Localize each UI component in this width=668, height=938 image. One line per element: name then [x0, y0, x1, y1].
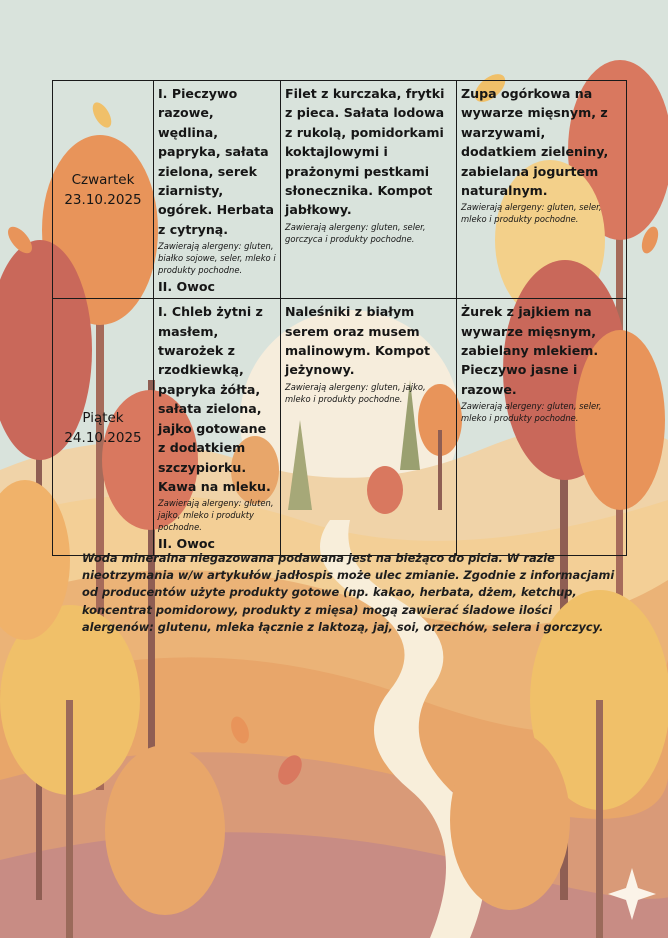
lunch-allergens: Zawierają alergeny: gluten, jajko, mleko i produkty pochodne. — [285, 381, 426, 404]
menu-table — [52, 80, 627, 556]
allergen-note: Woda mineralna niegazowana podawana jest na bieżąco do picia. W razie nieotrzymania w/w artykułów jadłospis może ulec zmianie. Zgodnie z informacjami od producentów użyte produkty gotowe (np. kakao, herbata, dżem, ketchup, koncentrat pomidorowy, produkty z mięsa) mogą zawierać śladowe ilości alergenów: glutenu, mleka łącznie z laktozą, jaj, soi, orzechów, selera i gorczycy. — [82, 551, 615, 634]
lunch-text: Filet z kurczaka, frytki z pieca. Sałata lodowa z rukolą, pomidorkami koktajlowymi i prażonymi pestkami słonecznika. Kompot jabłkowy. — [285, 86, 445, 218]
day-name: Piątek — [82, 409, 124, 426]
table-row — [53, 81, 627, 299]
breakfast-cell — [154, 81, 281, 299]
breakfast-text: I. Pieczywo razowe, wędlina, papryka, sałata zielona, serek ziarnisty, ogórek. Herbata z cytryną. — [158, 86, 274, 237]
day-date: 24.10.2025 — [64, 429, 142, 446]
day-cell — [53, 299, 154, 556]
fruit-text: II. Owoc — [158, 279, 215, 295]
table-row — [53, 299, 627, 556]
soup-text: Zupa ogórkowa na wywarze mięsnym, z warzywami, dodatkiem zieleniny, zabielana jogurtem naturalnym. — [461, 86, 609, 199]
lunch-allergens: Zawierają alergeny: gluten, seler, gorczyca i produkty pochodne. — [285, 221, 426, 244]
day-name: Czwartek — [71, 172, 135, 189]
breakfast-allergens: Zawierają alergeny: gluten, jajko, mleko i produkty pochodne. — [158, 498, 274, 533]
fruit-text: II. Owoc — [158, 536, 215, 552]
soup-allergens: Zawierają alergeny: gluten, seler, mleko i produkty pochodne. — [461, 401, 602, 424]
day-cell — [53, 81, 154, 299]
lunch-cell — [281, 299, 457, 556]
breakfast-text: I. Chleb żytni z masłem, twarożek z rzodkiewką, papryka żółta, sałata zielona, jajko gotowane z dodatkiem szczypiorku. Kawa na mleku. — [158, 304, 271, 494]
lunch-text: Naleśniki z białym serem oraz musem malinowym. Kompot jeżynowy. — [285, 304, 431, 378]
soup-cell — [457, 299, 627, 556]
soup-text: Żurek z jajkiem na wywarze mięsnym, zabielany mlekiem. Pieczywo jasne i razowe. — [461, 304, 599, 397]
day-date: 23.10.2025 — [64, 192, 142, 209]
soup-allergens: Zawierają alergeny: gluten, seler, mleko i produkty pochodne. — [461, 202, 602, 225]
breakfast-allergens: Zawierają alergeny: gluten, białko sojowe, seler, mleko i produkty pochodne. — [158, 241, 276, 276]
breakfast-cell — [154, 299, 281, 556]
lunch-cell — [281, 81, 457, 299]
soup-cell — [457, 81, 627, 299]
